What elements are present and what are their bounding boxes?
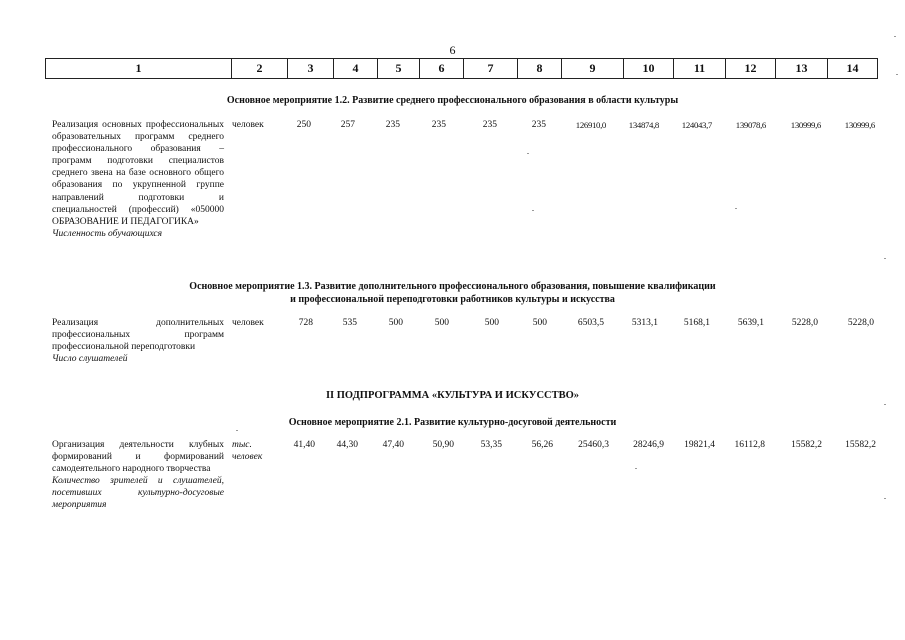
column-header-10: 10: [624, 59, 674, 78]
column-header-12: 12: [726, 59, 776, 78]
value-cell: 5228,0: [847, 318, 874, 328]
subprogram-title: II ПОДПРОГРАММА «КУЛЬТУРА И ИСКУССТВО»: [325, 390, 580, 401]
page-number: 6: [449, 43, 456, 57]
value-cell: 500: [434, 318, 449, 328]
scan-speck: [884, 404, 886, 405]
unit-2-1-line1: тыс.: [232, 440, 252, 450]
section-title-2-1: Основное мероприятие 2.1. Развитие культурно-досуговой деятельности: [288, 417, 617, 428]
value-cell: 5639,1: [737, 318, 764, 328]
value-cell: 124043,7: [681, 120, 712, 130]
column-header-5: 5: [378, 59, 420, 78]
indicator-name: Количество зрителей и слушателей, посетивших культурно-досуговые мероприятия: [52, 476, 224, 511]
scan-speck: [236, 430, 238, 431]
value-cell: 130999,6: [790, 120, 821, 130]
value-cell: 235: [531, 120, 546, 130]
value-cell: 130999,6: [844, 120, 875, 130]
value-cell: 6503,5: [577, 318, 604, 328]
activity-description-text: Реализация дополнительных профессиональных программ профессиональной переподготовки: [52, 318, 224, 353]
value-cell: 28246,9: [633, 440, 664, 450]
column-header-13: 13: [776, 59, 828, 78]
indicator-name: Численность обучающихся: [52, 228, 163, 239]
section-title-1-3-line2: и профессиональной переподготовки работников культуры и искусства: [290, 294, 615, 305]
column-header-7: 7: [464, 59, 518, 78]
activity-description-1-3: [52, 317, 224, 365]
section-title-1-3-line1: Основное мероприятие 1.3. Развитие дополнительного профессионального образования, повышение квалификации: [189, 281, 716, 292]
value-cell: 5168,1: [683, 318, 710, 328]
value-cell: 257: [340, 120, 355, 130]
scan-speck: [884, 498, 886, 499]
column-header-8: 8: [518, 59, 562, 78]
scan-speck: [527, 153, 529, 154]
value-cell: 126910,0: [575, 120, 606, 130]
value-cell: 535: [342, 318, 357, 328]
value-cell: 15582,2: [845, 440, 876, 450]
value-cell: 500: [388, 318, 403, 328]
section-title-1-2: Основное мероприятие 1.2. Развитие среднего профессионального образования в области культуры: [226, 95, 679, 106]
activity-description-2-1: [52, 439, 224, 512]
value-cell: 50,90: [432, 440, 454, 450]
column-header-9: 9: [562, 59, 624, 78]
value-cell: 25460,3: [578, 440, 609, 450]
value-cell: 235: [482, 120, 497, 130]
scan-speck: [532, 210, 534, 211]
activity-description-1-2: [52, 119, 224, 240]
value-cell: 500: [532, 318, 547, 328]
column-header-2: 2: [232, 59, 288, 78]
activity-description-text: Организация деятельности клубных формирований и формирований самодеятельного народного творчества: [52, 440, 224, 475]
value-cell: 47,40: [382, 440, 404, 450]
column-header-4: 4: [334, 59, 378, 78]
scan-speck: [894, 36, 896, 37]
column-header-14: 14: [828, 59, 878, 78]
value-cell: 235: [385, 120, 400, 130]
unit-2-1-line2: человек: [232, 452, 263, 462]
scan-speck: [735, 208, 737, 209]
unit-1-3: человек: [232, 318, 264, 328]
value-cell: 56,26: [531, 440, 553, 450]
value-cell: 500: [484, 318, 499, 328]
scan-speck: [635, 468, 637, 469]
value-cell: 250: [296, 120, 311, 130]
column-header-11: 11: [674, 59, 726, 78]
column-header-1: 1: [46, 59, 232, 78]
activity-description-text: Реализация основных профессиональных образовательных программ среднего профессионального образования – программ подготовки специалистов среднего звена на базе основного общего образования по укрупненной группе направлений подготовки и специальностей (профессий) «050000 ОБРАЗОВАНИЕ И ПЕДАГОГИКА»: [52, 120, 224, 227]
indicator-name: Число слушателей: [52, 354, 128, 365]
value-cell: 5228,0: [791, 318, 818, 328]
column-header-6: 6: [420, 59, 464, 78]
value-cell: 235: [431, 120, 446, 130]
value-cell: 15582,2: [791, 440, 822, 450]
value-cell: 139078,6: [735, 120, 766, 130]
scan-speck: [896, 74, 898, 75]
value-cell: 728: [298, 318, 313, 328]
unit-1-2: человек: [232, 120, 264, 130]
table-header-row: [45, 58, 878, 79]
value-cell: 134874,8: [628, 120, 659, 130]
value-cell: 5313,1: [631, 318, 658, 328]
column-header-3: 3: [288, 59, 334, 78]
scan-speck: [884, 258, 886, 259]
value-cell: 19821,4: [684, 440, 715, 450]
value-cell: 41,40: [293, 440, 315, 450]
value-cell: 53,35: [480, 440, 502, 450]
value-cell: 16112,8: [734, 440, 765, 450]
value-cell: 44,30: [336, 440, 358, 450]
